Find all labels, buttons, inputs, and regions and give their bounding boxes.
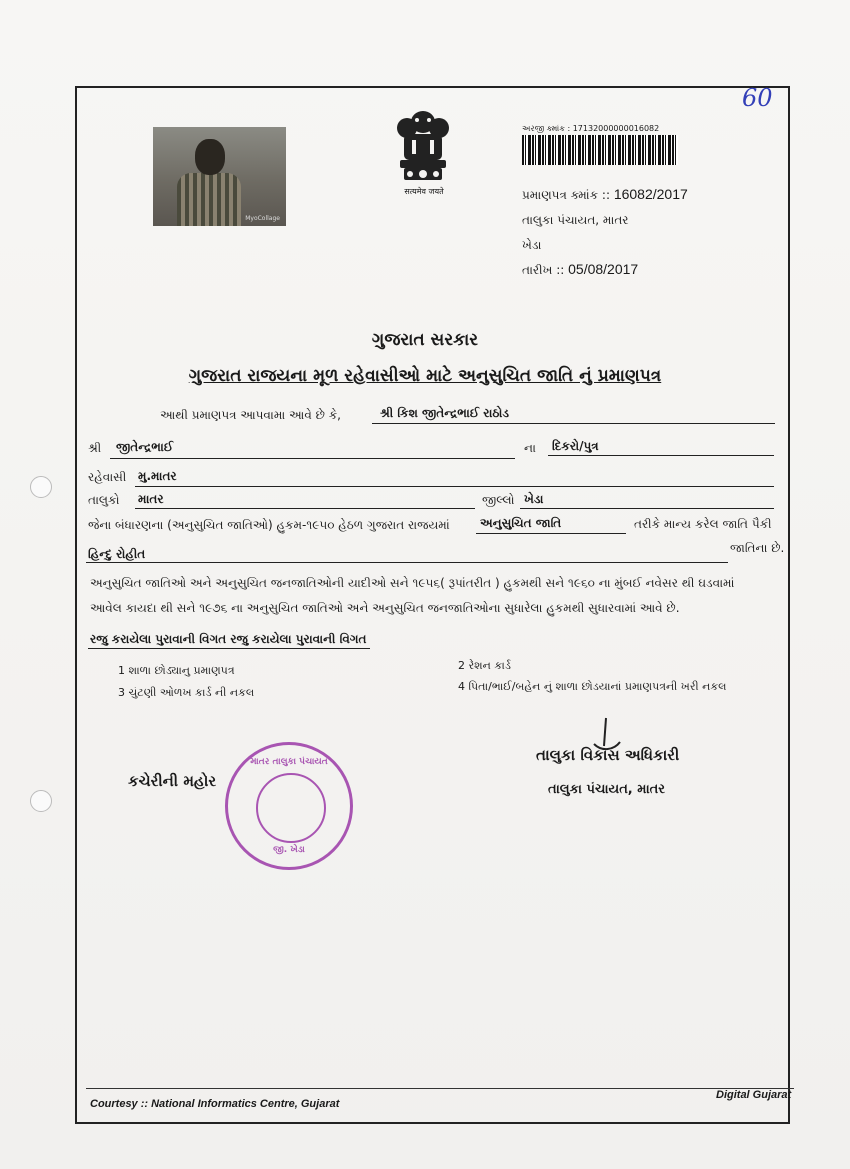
paragraph-line-1: અનુસુચિત જાતિઓ અને અનુસુચિત જનજાતિઓની યાદીઓ સને ૧૯૫૬( રૂપાંતરીત ) હુકમથી સને ૧૯૬૦ ના મુંબઈ નવેસર થી ઘડવામાં xyxy=(90,576,735,590)
relation-value: દિકરો/પુત્ર xyxy=(552,439,599,453)
certificate-date xyxy=(522,261,638,278)
shri-label: શ્રી xyxy=(88,441,102,455)
document-title: ગુજરાત સરકાર xyxy=(371,330,479,350)
constitution-text: જેના બંધારણના (અનુસુચિત જાતિઓ) હુકમ-૧૯૫૦ હેઠળ ગુજરાત રાજયમાં xyxy=(88,518,450,532)
caste-suffix: જાતિના છે. xyxy=(730,541,785,555)
underline xyxy=(372,423,775,424)
recognized-text: તરીકે માન્ય કરેલ જાતિ પૈકી xyxy=(634,517,772,531)
certificate-number-value: 16082/2017 xyxy=(613,186,688,202)
na-label: ના xyxy=(524,441,536,455)
underline xyxy=(110,458,515,459)
underline xyxy=(135,508,475,509)
evidence-item: 2 રેશન કાર્ડ xyxy=(458,659,511,672)
paragraph-line-2: આવેલ કાયદા થી સને ૧૯૭૬ ના અનુસુચિત જાતિઓ અને અનુસુચિત જનજાતિઓના સુધારેલા હુકમથી સુધારવામાં આવે છે. xyxy=(90,601,680,615)
emblem-motto: सत्यमेव जयते xyxy=(404,187,444,196)
underline xyxy=(86,562,728,563)
evidence-item: 1 શાળા છોડ્યાનુ પ્રમાણપત્ર xyxy=(118,664,235,677)
certificate-number-label: પ્રમાણપત્ર ક્માંક :: xyxy=(522,188,610,202)
resident-value: મુ.માતર xyxy=(138,469,177,483)
evidence-item: 3 ચુંટણી ઓળખ કાર્ડ ની નકલ xyxy=(118,686,255,699)
national-emblem-icon xyxy=(390,108,456,190)
stamp-bottom-text: જી. ખેડા xyxy=(273,845,305,855)
date-value: 05/08/2017 xyxy=(568,261,639,277)
application-number-value: 17132000000016082 xyxy=(572,124,660,133)
punch-hole xyxy=(30,790,52,812)
intro-text: આથી પ્રમાણપત્ર આપવામા આવે છે કે, xyxy=(160,408,341,422)
district-label: જીલ્લો xyxy=(482,493,515,507)
issuing-district: ખેડા xyxy=(522,238,542,252)
underline xyxy=(520,508,774,509)
applicant-photo xyxy=(153,127,286,226)
taluka-value: માતર xyxy=(138,492,164,506)
issuing-office: તાલુકા પંચાયત, માતર xyxy=(522,213,629,227)
signatory-title: તાલુકા વિકાસ અધિકારી xyxy=(536,746,680,764)
seal-label: કચેરીની મહોર xyxy=(128,772,217,790)
evidence-item: 4 પિતા/ભાઈ/બહેન નું શાળા છોડયાનાં પ્રમાણપત્રની ખરી નકલ xyxy=(458,680,727,693)
certificate-number xyxy=(522,186,688,203)
caste-value: હિન્દુ રોહીત xyxy=(88,547,146,561)
underline xyxy=(476,533,626,534)
barcode xyxy=(522,135,678,165)
date-label: તારીખ :: xyxy=(522,263,565,277)
underline xyxy=(548,455,774,456)
application-number xyxy=(522,124,659,134)
punch-hole xyxy=(30,476,52,498)
stamp-top-text: માતર તાલુકા પંચાયત xyxy=(250,757,328,767)
handwritten-number: 60 xyxy=(742,84,773,112)
photo-watermark: MyoCollage xyxy=(245,215,280,222)
application-number-label: અરજી ક્માંક : xyxy=(522,124,571,133)
evidence-heading: રજુ કરાયેલા પુરાવાની વિગત રજુ કરાયેલા પુરાવાની વિગત xyxy=(90,632,367,646)
footer-courtesy: Courtesy :: National Informatics Centre, Gujarat xyxy=(90,1098,340,1110)
signatory-office: તાલુકા પંચાયત, માતર xyxy=(548,782,665,797)
footer-brand: Digital Gujarat xyxy=(716,1089,792,1101)
resident-label: રહેવાસી xyxy=(88,470,127,484)
document-subtitle: ગુજરાત રાજયના મૂળ રહેવાસીઓ માટે અનુસુચિત જાતિ નું પ્રમાણપત્ર xyxy=(188,366,662,386)
underline xyxy=(135,486,774,487)
underline xyxy=(88,648,370,649)
father-name: જીતેન્દ્રભાઈ xyxy=(116,440,174,454)
district-value: ખેડા xyxy=(524,492,544,506)
official-stamp xyxy=(225,742,353,870)
holder-name: શ્રી કિશ જીતેન્દ્રભાઈ રાઠોડ xyxy=(380,406,509,420)
category-value: અનુસુચિત જાતિ xyxy=(480,516,562,530)
taluka-label: તાલુકો xyxy=(88,493,120,507)
